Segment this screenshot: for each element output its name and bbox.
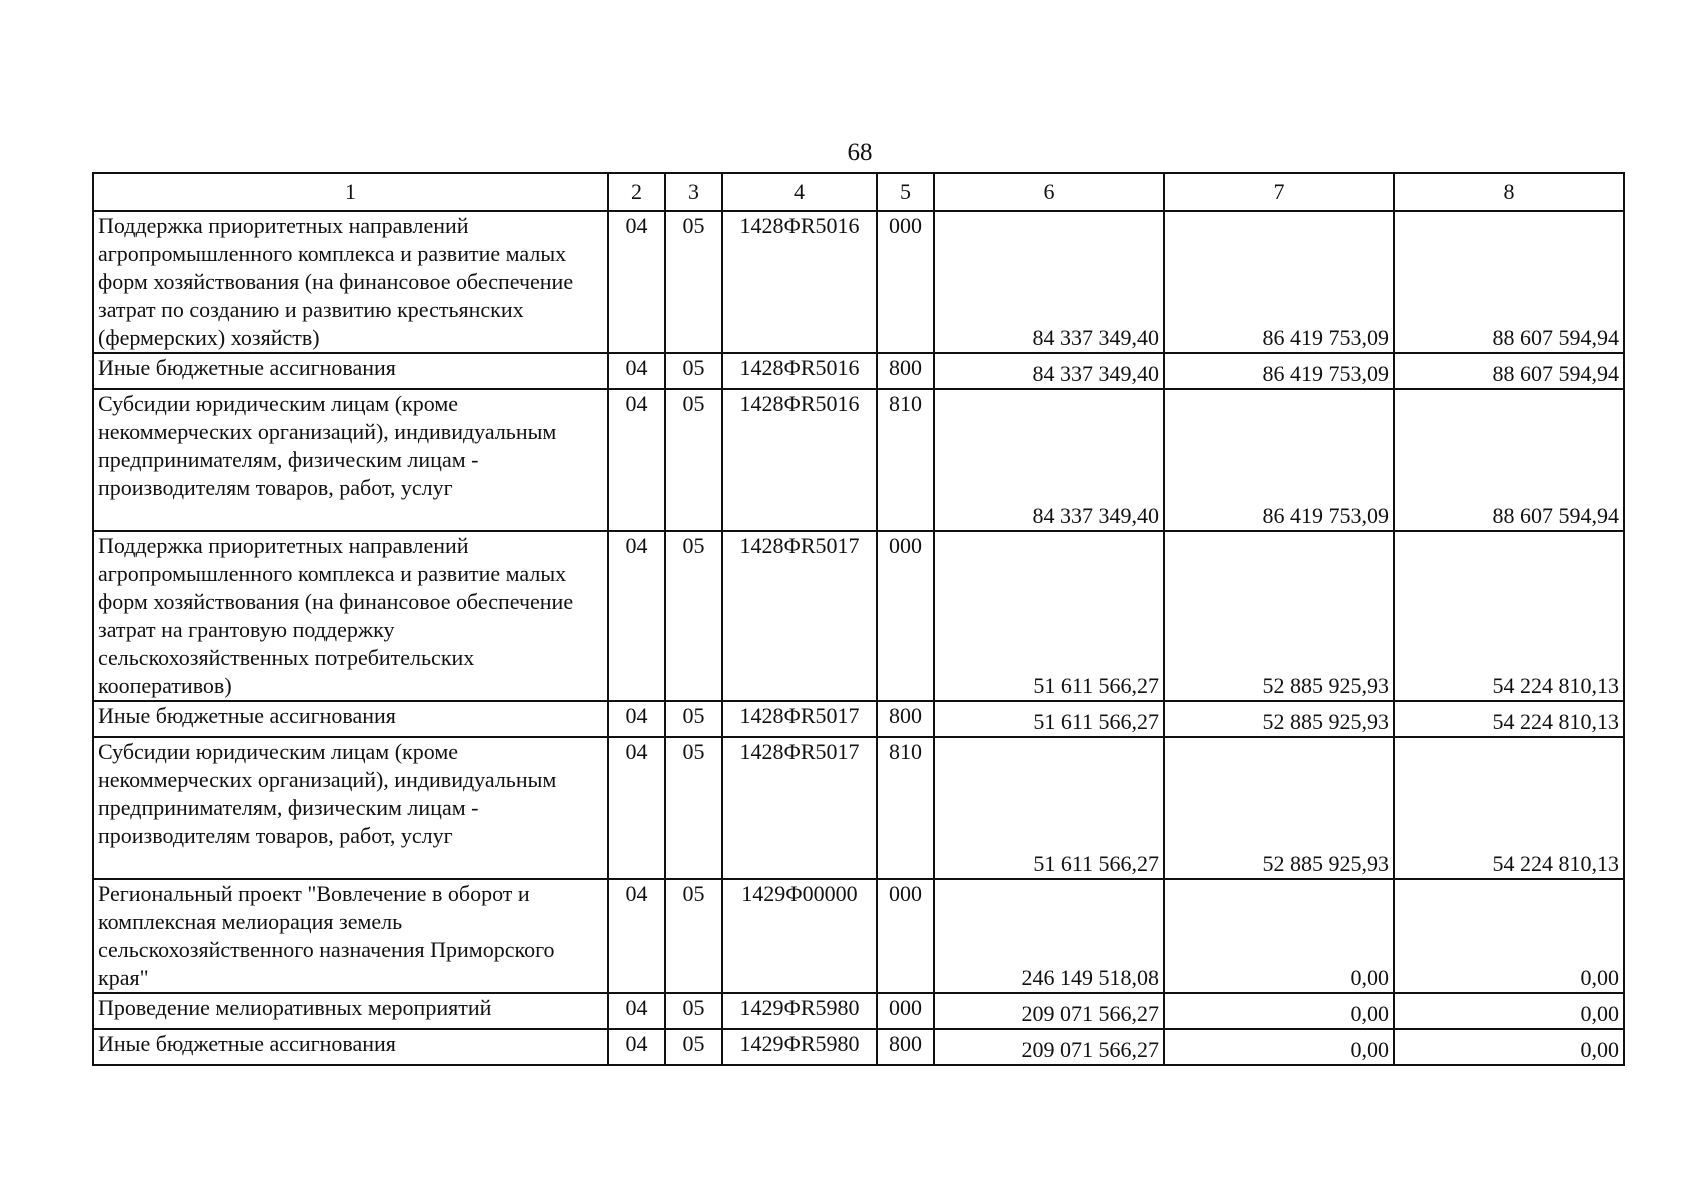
column-header: 2 [608,173,665,211]
expense-type-code: 000 [877,879,934,993]
expense-name: Региональный проект "Вовлечение в оборот и комплексная мелиорация земель сельскохозяйственного назначения Приморского края" [93,879,608,993]
table-row [93,993,1624,1029]
amount-col7: 0,00 [1164,879,1394,993]
subsection-code: 05 [665,353,722,389]
section-code: 04 [608,737,665,879]
section-code: 04 [608,389,665,531]
subsection-code: 05 [665,531,722,701]
target-article-code: 1429ФR5980 [722,1029,877,1065]
amount-col6: 51 611 566,27 [934,531,1164,701]
subsection-code: 05 [665,389,722,531]
amount-col7: 0,00 [1164,993,1394,1029]
column-header: 3 [665,173,722,211]
expense-name: Проведение мелиоративных мероприятий [93,993,608,1029]
amount-col6: 246 149 518,08 [934,879,1164,993]
expense-name: Субсидии юридическим лицам (кроме некоммерческих организаций), индивидуальным предпринимателям, физическим лицам - производителям товаров, работ, услуг [93,737,608,879]
subsection-code: 05 [665,701,722,737]
expense-type-code: 810 [877,737,934,879]
target-article-code: 1428ФR5017 [722,701,877,737]
amount-col6: 209 071 566,27 [934,993,1164,1029]
subsection-code: 05 [665,879,722,993]
page-number: 68 [847,139,873,166]
section-code: 04 [608,211,665,353]
target-article-code: 1428ФR5016 [722,211,877,353]
expense-name: Иные бюджетные ассигнования [93,353,608,389]
expense-name: Поддержка приоритетных направлений агропромышленного комплекса и развитие малых форм хозяйствования (на финансовое обеспечение затрат по созданию и развитию крестьянских (фермерских) хозяйств) [93,211,608,353]
amount-col8: 88 607 594,94 [1394,211,1624,353]
amount-col6: 84 337 349,40 [934,353,1164,389]
amount-col6: 84 337 349,40 [934,211,1164,353]
column-number-row [93,173,1624,211]
expense-name: Субсидии юридическим лицам (кроме некоммерческих организаций), индивидуальным предпринимателям, физическим лицам - производителям товаров, работ, услуг [93,389,608,531]
amount-col8: 88 607 594,94 [1394,353,1624,389]
subsection-code: 05 [665,737,722,879]
subsection-code: 05 [665,1029,722,1065]
amount-col7: 86 419 753,09 [1164,353,1394,389]
table-row [93,211,1624,353]
amount-col6: 51 611 566,27 [934,701,1164,737]
amount-col7: 52 885 925,93 [1164,737,1394,879]
column-header: 1 [93,173,608,211]
expense-type-code: 000 [877,211,934,353]
expense-type-code: 810 [877,389,934,531]
table-row [93,531,1624,701]
expense-type-code: 800 [877,1029,934,1065]
budget-table [92,172,1625,1066]
table-row [93,701,1624,737]
column-header: 6 [934,173,1164,211]
amount-col8: 88 607 594,94 [1394,389,1624,531]
table-row [93,737,1624,879]
section-code: 04 [608,993,665,1029]
amount-col8: 0,00 [1394,993,1624,1029]
expense-name: Иные бюджетные ассигнования [93,1029,608,1065]
amount-col6: 84 337 349,40 [934,389,1164,531]
column-header: 7 [1164,173,1394,211]
target-article-code: 1429Ф00000 [722,879,877,993]
target-article-code: 1428ФR5017 [722,531,877,701]
amount-col8: 54 224 810,13 [1394,531,1624,701]
target-article-code: 1428ФR5017 [722,737,877,879]
amount-col7: 0,00 [1164,1029,1394,1065]
column-header: 8 [1394,173,1624,211]
section-code: 04 [608,1029,665,1065]
amount-col8: 0,00 [1394,1029,1624,1065]
section-code: 04 [608,701,665,737]
amount-col7: 86 419 753,09 [1164,211,1394,353]
section-code: 04 [608,353,665,389]
expense-name: Иные бюджетные ассигнования [93,701,608,737]
amount-col7: 86 419 753,09 [1164,389,1394,531]
table-row [93,879,1624,993]
expense-type-code: 000 [877,993,934,1029]
expense-type-code: 000 [877,531,934,701]
amount-col6: 209 071 566,27 [934,1029,1164,1065]
subsection-code: 05 [665,211,722,353]
expense-type-code: 800 [877,701,934,737]
table-row [93,353,1624,389]
expense-name: Поддержка приоритетных направлений агропромышленного комплекса и развитие малых форм хозяйствования (на финансовое обеспечение затрат на грантовую поддержку сельскохозяйственных потребительских кооперативов) [93,531,608,701]
amount-col7: 52 885 925,93 [1164,701,1394,737]
section-code: 04 [608,879,665,993]
amount-col7: 52 885 925,93 [1164,531,1394,701]
section-code: 04 [608,531,665,701]
target-article-code: 1429ФR5980 [722,993,877,1029]
amount-col8: 54 224 810,13 [1394,701,1624,737]
column-header: 4 [722,173,877,211]
expense-type-code: 800 [877,353,934,389]
target-article-code: 1428ФR5016 [722,353,877,389]
table-row [93,1029,1624,1065]
table-row [93,389,1624,531]
column-header: 5 [877,173,934,211]
target-article-code: 1428ФR5016 [722,389,877,531]
amount-col8: 54 224 810,13 [1394,737,1624,879]
subsection-code: 05 [665,993,722,1029]
amount-col8: 0,00 [1394,879,1624,993]
amount-col6: 51 611 566,27 [934,737,1164,879]
